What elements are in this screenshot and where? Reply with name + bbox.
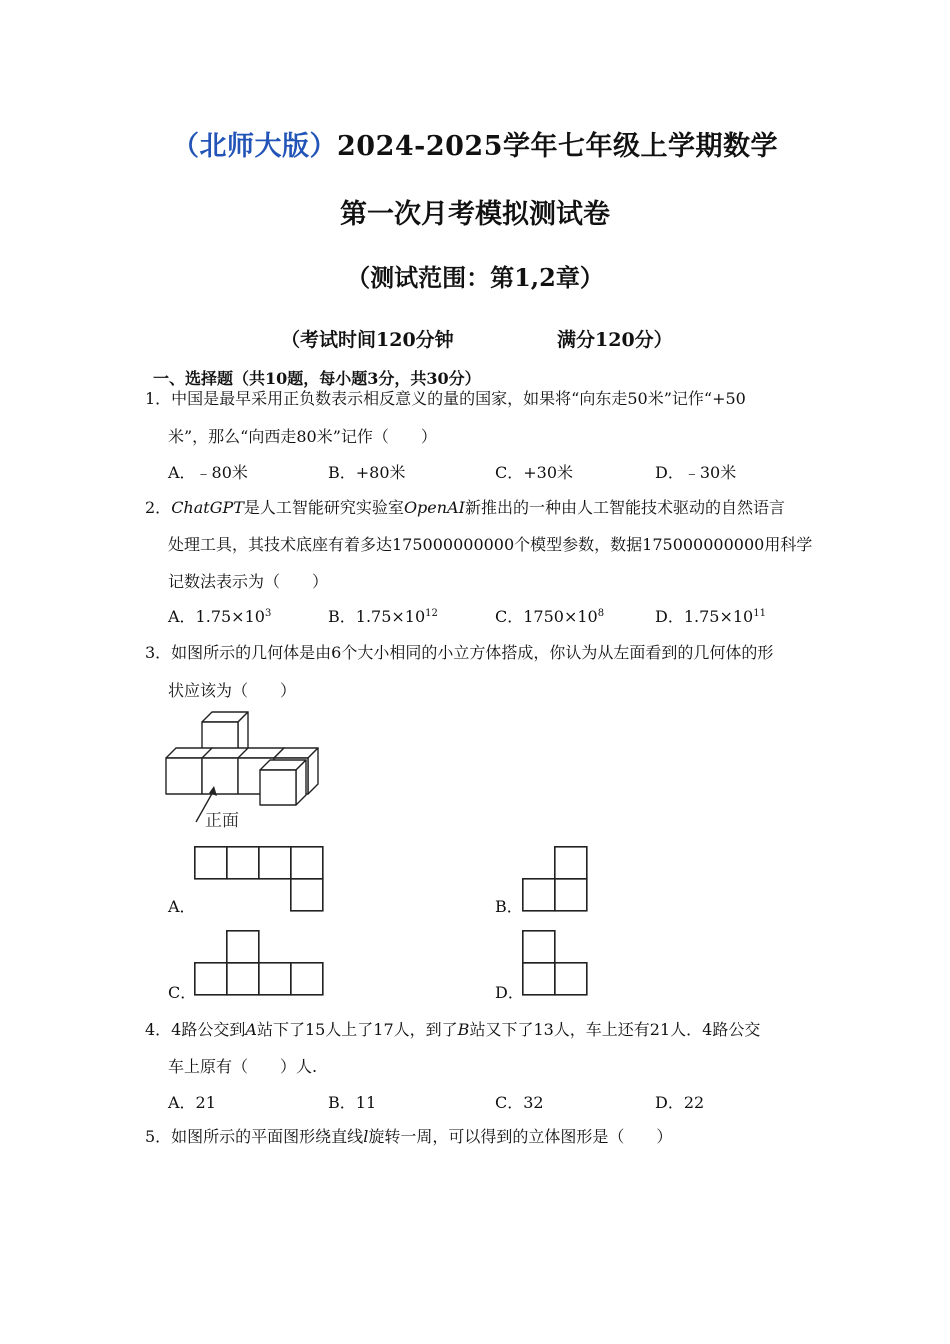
b-square-1	[555, 847, 587, 879]
q2-line1	[145, 498, 785, 518]
a-square-1	[195, 847, 227, 879]
q2-option-d-exp: 11	[753, 608, 766, 619]
d-square-3	[555, 963, 587, 995]
c-square-1	[227, 931, 259, 963]
exam-time: （考试时间120分钟	[281, 329, 454, 351]
q3-line1: 3．如图所示的几何体是由6个大小相同的小立方体搭成，你认为从左面看到的几何体的形	[145, 643, 774, 662]
q2-openai: OpenAI	[403, 498, 465, 517]
q2-option-c-exp: 8	[597, 608, 605, 619]
q4-line1	[145, 1020, 760, 1040]
q1-option-a: A．﹣80米	[168, 463, 248, 482]
forward-cube-front-face	[260, 770, 296, 805]
q2-option-a-exp: 3	[264, 608, 272, 619]
q2-option-b-base: B．1.75×10	[328, 607, 426, 626]
q3-option-c-label: C．	[168, 983, 197, 1002]
q2-option-d-base: D．1.75×10	[655, 607, 754, 626]
q4-part1: 4．4路公交到	[145, 1020, 246, 1039]
q4-part3: 站又下了13人，车上还有21人．4路公交	[469, 1020, 761, 1039]
q4-option-a: A．21	[168, 1093, 216, 1112]
q2-option-b-exp: 12	[425, 608, 438, 619]
front-cube-1	[166, 758, 202, 794]
row-top-faces	[166, 748, 284, 758]
front-cube-2	[202, 758, 238, 794]
q4-option-b: B．11	[328, 1093, 377, 1112]
q4-var-a: A	[245, 1020, 257, 1039]
q2-tail: 新推出的一种由人工智能技术驱动的自然语言	[464, 498, 785, 517]
q5-part2: 旋转一周，可以得到的立体图形是（ ）	[368, 1127, 673, 1146]
c-square-3	[227, 963, 259, 995]
a-square-3	[259, 847, 291, 879]
q1-option-b: B．+80米	[328, 463, 406, 482]
q3-line2: 状应该为（ ）	[168, 681, 297, 700]
q5-var-l: l	[363, 1127, 369, 1146]
q5-line1	[145, 1127, 672, 1147]
c-square-5	[291, 963, 323, 995]
q2-option-c	[495, 607, 604, 627]
q1-option-c: C．+30米	[495, 463, 574, 482]
section-heading: 一、选择题（共10题，每小题3分，共30分）	[153, 369, 481, 388]
q2-line2: 处理工具，其技术底座有着多达175000000000个模型参数，数据175000000000用科学	[168, 535, 813, 554]
q3-option-a-figure	[194, 846, 324, 912]
c-square-4	[259, 963, 291, 995]
q1-line2: 米”，那么“向西走80米”记作（ ）	[168, 427, 437, 446]
q2-option-c-base: C．1750×10	[495, 607, 598, 626]
q5-part1: 5．如图所示的平面图形绕直线	[145, 1127, 364, 1146]
q2-number: 2．	[145, 498, 172, 517]
d-square-2	[523, 963, 555, 995]
q3-option-d-figure	[522, 930, 588, 996]
title-main: 2024-2025学年七年级上学期数学	[337, 131, 778, 162]
d-square-1	[523, 931, 555, 963]
q3-option-d-label: D．	[495, 983, 524, 1002]
q4-line2: 车上原有（ ）人.	[168, 1057, 318, 1076]
q1-line1: 1．中国是最早采用正负数表示相反意义的量的国家，如果将“向东走50米”记作“+50	[145, 389, 746, 408]
page-subtitle: 第一次月考模拟测试卷	[340, 199, 610, 230]
front-label: 正面	[205, 811, 239, 831]
q3-cube-figure	[160, 706, 330, 836]
q2-line3: 记数法表示为（ ）	[168, 572, 329, 591]
title-edition: （北师大版）	[172, 131, 337, 162]
q3-option-b-label: B．	[495, 897, 523, 916]
q3-option-b-figure	[522, 846, 588, 912]
a-square-5	[291, 879, 323, 911]
q4-part2: 站下了15人上了17人，到了	[256, 1020, 458, 1039]
full-score: 满分120分）	[557, 329, 673, 351]
a-square-2	[227, 847, 259, 879]
test-scope: （测试范围：第1,2章）	[346, 263, 604, 292]
q4-var-b: B	[457, 1020, 470, 1039]
q2-option-b	[328, 607, 438, 627]
q4-option-d: D．22	[655, 1093, 705, 1112]
q2-mid: 是人工智能研究实验室	[243, 498, 404, 517]
q4-option-c: C．32	[495, 1093, 544, 1112]
q3-option-c-figure	[194, 930, 324, 996]
c-square-2	[195, 963, 227, 995]
page-title	[0, 124, 950, 163]
q2-chatgpt: ChatGPT	[171, 498, 244, 517]
q3-option-a-label: A．	[168, 897, 196, 916]
q2-option-a	[168, 607, 271, 627]
q2-option-a-base: A．1.75×10	[168, 607, 265, 626]
b-square-2	[523, 879, 555, 911]
q2-option-d	[655, 607, 766, 627]
a-square-4	[291, 847, 323, 879]
q1-option-d: D．﹣30米	[655, 463, 737, 482]
b-square-3	[555, 879, 587, 911]
